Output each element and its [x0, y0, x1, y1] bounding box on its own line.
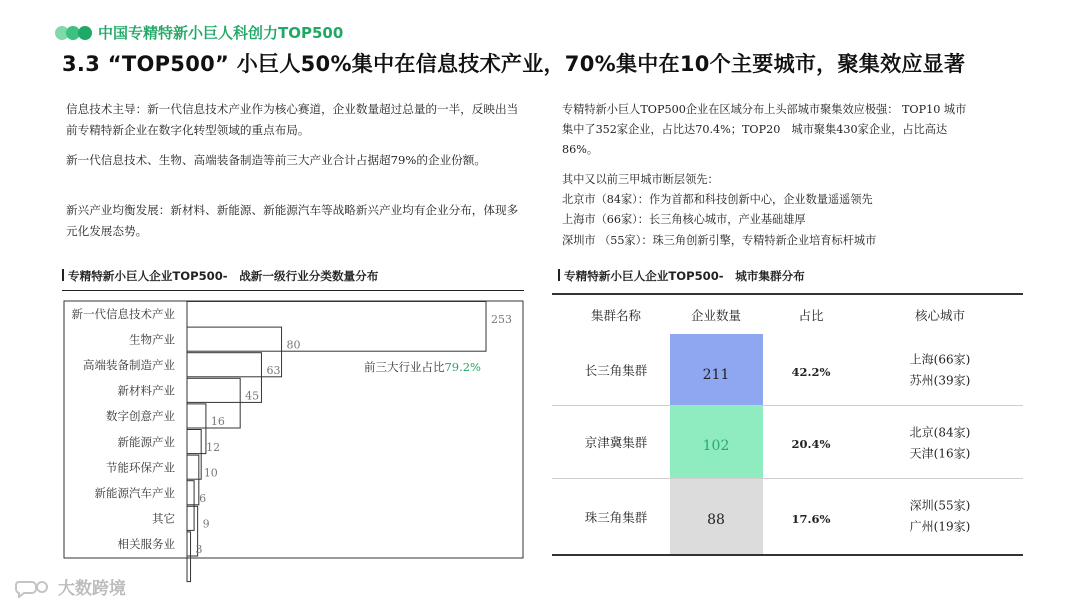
bar	[187, 404, 206, 454]
data-label: 63	[266, 364, 281, 377]
bar	[187, 532, 191, 582]
core-city: 北京(84家)	[909, 425, 971, 440]
category-label: 生物产业	[129, 332, 175, 347]
bar	[187, 481, 194, 531]
right-line-3: 86%。	[562, 143, 599, 156]
data-label: 253	[491, 312, 512, 326]
cluster-name: 京津冀集群	[584, 435, 648, 450]
category-label: 节能环保产业	[106, 460, 175, 475]
data-label: 3	[195, 543, 203, 557]
annotation-value: 79.2%	[444, 360, 481, 374]
core-city: 天津(16家)	[909, 446, 971, 461]
right-line-4: 其中又以前三甲城市断层领先：	[562, 173, 719, 186]
left-paragraph-3: 新兴产业均衡发展：新材料、新能源、新能源汽车等战略新兴产业均有企业分布，体现多元化发展态势。	[66, 203, 519, 238]
category-label: 新能源汽车产业	[94, 486, 175, 500]
core-city: 深圳(55家)	[909, 498, 971, 513]
right-line-2: 集中了352家企业，占比达70.4%；TOP20 城市聚集430家企业，占比高达	[562, 123, 948, 136]
category-label: 高端装备制造产业	[83, 358, 175, 372]
core-city: 苏州(39家)	[909, 373, 971, 388]
watermark-text: 大数跨境	[57, 579, 126, 599]
bar	[187, 455, 199, 505]
cluster-share: 42.2%	[791, 365, 831, 379]
table-header-name: 集群名称	[590, 308, 642, 323]
table-bottom-line	[552, 554, 1023, 556]
data-label: 16	[210, 415, 225, 429]
data-label: 80	[286, 338, 301, 352]
core-city: 上海(66家)	[909, 352, 971, 367]
table-header-share: 占比	[798, 308, 824, 323]
data-label: 10	[203, 466, 218, 480]
brand-title: 中国专精特新小巨人科创力TOP500	[98, 24, 344, 42]
row-divider	[552, 478, 1023, 479]
left-paragraph-2: 新一代信息技术、生物、高端装备制造等前三大产业合计占据超79%的企业份额。	[66, 153, 486, 167]
category-label: 相关服务业	[117, 537, 175, 552]
right-line-5: 北京市（84家）：作为首都和科技创新中心，企业数量遥遥领先	[562, 193, 873, 206]
watermark-logo	[14, 574, 126, 599]
data-label: 12	[206, 440, 221, 454]
category-label: 新材料产业	[117, 383, 175, 398]
category-label: 新能源产业	[117, 434, 175, 449]
core-city: 广州(19家)	[909, 519, 971, 534]
category-label: 数字创意产业	[106, 409, 175, 424]
bar	[187, 302, 486, 352]
right-line-6: 上海市（66家）：长三角核心城市，产业基础雄厚	[562, 213, 806, 226]
left-chart-title-text: 专精特新小巨人企业TOP500- 战新一级行业分类数量分布	[68, 269, 379, 283]
table-header-cities: 核心城市	[914, 308, 966, 323]
row-divider	[552, 405, 1023, 406]
cluster-share: 20.4%	[791, 437, 831, 451]
annotation-prefix: 前三大行业占比	[363, 360, 445, 374]
right-line-1: 专精特新小巨人TOP500企业在区域分布上头部城市聚集效应极强： TOP10 城市	[562, 103, 967, 116]
left-paragraph-1: 信息技术主导：新一代信息技术产业作为核心赛道，企业数量超过总量的一半，反映出当前专精特新企业在数字化转型领域的重点布局。	[66, 102, 519, 137]
category-label: 其它	[152, 511, 175, 526]
chat-bubble-logo-icon	[14, 578, 52, 598]
right-line-7: 深圳市 （55家）：珠三角创新引擎，专精特新企业培育标杆城市	[562, 234, 877, 247]
table-header-count: 企业数量	[690, 308, 742, 323]
cluster-share: 17.6%	[791, 512, 831, 526]
cluster-name: 珠三角集群	[584, 510, 648, 525]
cluster-count: 211	[702, 367, 730, 383]
data-label: 9	[202, 517, 210, 531]
cluster-name: 长三角集群	[584, 363, 648, 378]
cluster-count: 88	[707, 512, 725, 528]
category-label: 新一代信息技术产业	[71, 306, 175, 321]
cluster-count: 102	[702, 438, 730, 454]
right-chart-title-text: 专精特新小巨人企业TOP500- 城市集群分布	[564, 269, 805, 283]
data-label: 6	[199, 492, 207, 505]
top3-annotation	[364, 360, 481, 374]
page-title: 3.3 “TOP500” 小巨人50%集中在信息技术产业，70%集中在10个主要城市，聚集效应显著	[62, 52, 966, 76]
data-label: 45	[245, 389, 260, 403]
